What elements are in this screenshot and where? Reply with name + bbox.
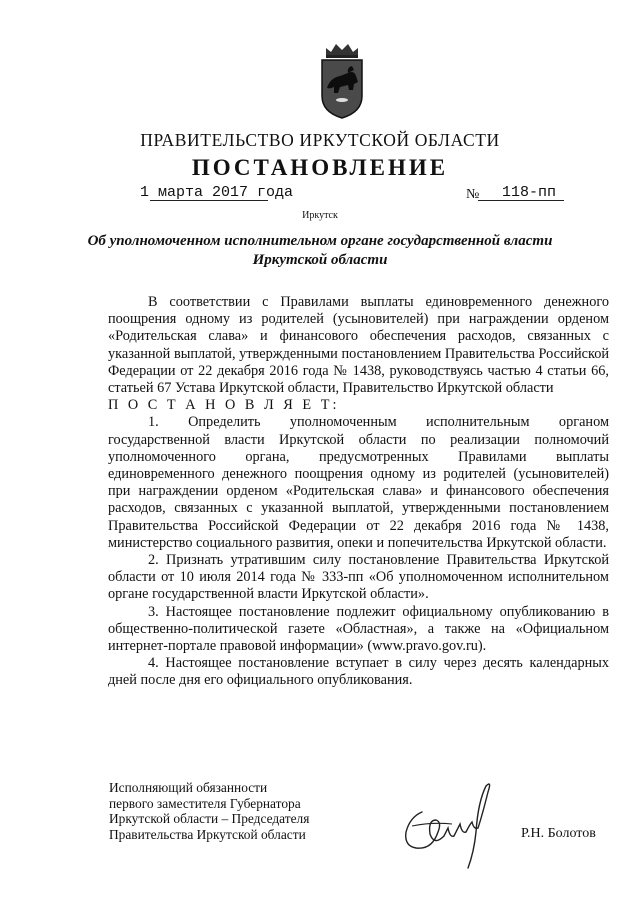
number-underline — [478, 200, 564, 201]
position-line: первого заместителя Губернатора — [109, 795, 301, 811]
number-sign: № — [466, 187, 480, 202]
decree-number: 118-пп — [502, 184, 557, 201]
document-type: ПОСТАНОВЛЕНИЕ — [191, 155, 449, 180]
signatory-position — [109, 780, 309, 842]
resolves-heading: П О С Т А Н О В Л Я Е Т: — [108, 397, 340, 414]
position-line: Исполняющий обязанности — [109, 780, 268, 795]
document-body — [108, 294, 609, 690]
item-4: 4. Настоящее постановление вступает в силу через десять календарных дней после дня его официального опубликования. — [108, 655, 609, 689]
position-line: Правительства Иркутской области — [109, 826, 306, 842]
signatory-name: Р.Н. Болотов — [521, 826, 596, 841]
item-2: 2. Признать утратившим силу постановление Правительства Иркутской области от 10 июля 2014 года № 333-пп «Об уполномоченном исполнительном органе государственной власти Иркутской области». — [108, 552, 609, 603]
item-3: 3. Настоящее постановление подлежит официальному опубликованию в общественно-политической газете «Областная», а также на «Официальном интернет-портале правовой информации» (www.pravo.gov.ru). — [108, 603, 609, 655]
handwritten-signature-icon — [392, 772, 502, 872]
date-underline — [150, 200, 268, 201]
government-name: ПРАВИТЕЛЬСТВО ИРКУТСКОЙ ОБЛАСТИ — [140, 130, 500, 150]
preamble: В соответствии с Правилами выплаты единовременного денежного поощрения одному из родителей (усыновителей) при награждении орденом «Родительская слава» и финансового обеспечения расходов, связанных с указанной выплатой, утвержденными постановлением Правительства Российской Федерации от 22 декабря 2016 года № 1438, руководствуясь частью 4 статьи 66, статьей 67 Устава Иркутской области, Правительство Иркутской области — [108, 294, 609, 397]
decree-date: 1 марта 2017 года — [140, 184, 294, 201]
position-line: Иркутской области – Председателя — [109, 811, 310, 827]
document-title: Об уполномоченном исполнительном органе государственной власти Иркутской области — [87, 233, 553, 268]
item-1: 1. Определить уполномоченным исполнительным органом государственной власти Иркутской области по реализации полномочий уполномоченного органа, предусмотренных Правилами выплаты единовременного денежного поощрения одному из родителей (усыновителей) при награждении орденом «Родительская слава» и финансового обеспечения расходов, связанных с указанной выплатой, утвержденными постановлением Правительства Российской Федерации от 22 декабря 2016 года № 1438, министерство социального развития, опеки и попечительства Иркутской области. — [108, 414, 609, 551]
city: Иркутск — [302, 210, 338, 221]
coat-of-arms-icon — [318, 40, 366, 120]
